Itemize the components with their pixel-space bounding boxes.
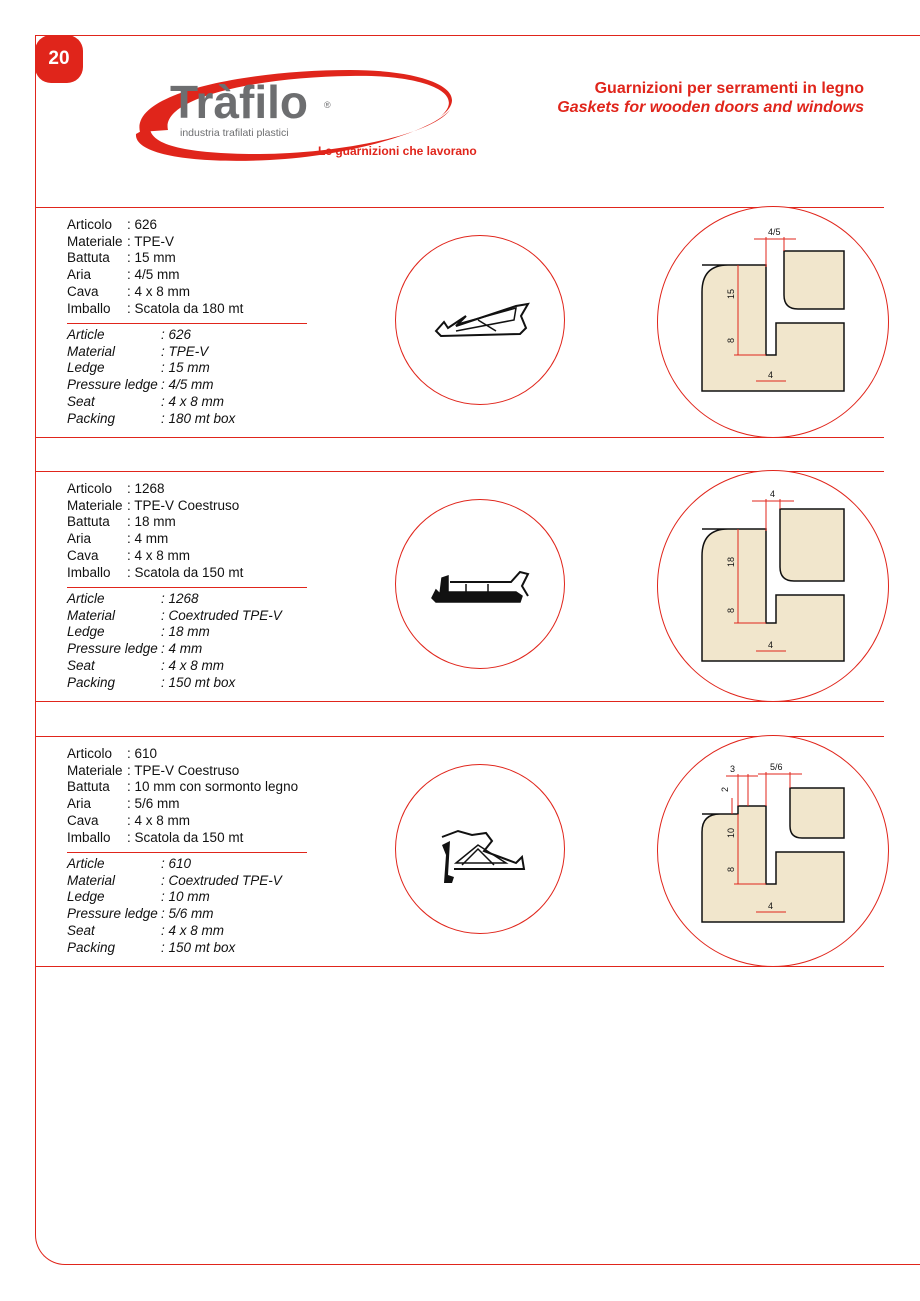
dim-top: 4 [770, 489, 776, 499]
dim-seat-depth: 8 [726, 866, 736, 872]
dim-top: 5/6 [770, 762, 783, 772]
spec-row: Articolo : 1268 [67, 481, 165, 496]
spec-divider [67, 852, 307, 853]
spec-row: Packing : 150 mt box [67, 939, 236, 955]
dim-seat-depth: 8 [726, 607, 736, 613]
spec-row: Articolo : 610 [67, 746, 158, 761]
spec-row: Aria : 4 mm [67, 531, 169, 547]
spec-row: Pressure ledge : 4 mm [67, 641, 203, 657]
dim-ledge: 15 [726, 288, 736, 299]
spec-row: Battuta : 10 mm con sormonto legno [67, 779, 299, 795]
spec-row: Imballo : Scatola da 150 mt [67, 564, 244, 580]
dim-seat-depth: 8 [726, 337, 736, 343]
spec-row: Seat : 4 x 8 mm [67, 922, 225, 938]
spec-row: Cava : 4 x 8 mm [67, 812, 191, 828]
spec-row: Material : Coextruded TPE-V [67, 607, 282, 623]
gasket-profile-drawing [396, 236, 566, 406]
spec-row: Materiale : TPE-V Coestruso [67, 762, 240, 778]
spec-row: Seat : 4 x 8 mm [67, 393, 225, 409]
spec-row: Cava : 4 x 8 mm [67, 547, 191, 563]
dim-ledge: 10 [726, 827, 736, 838]
spec-italian [67, 217, 243, 317]
dim-top-left: 3 [730, 764, 736, 774]
spec-row: Ledge : 15 mm [67, 360, 210, 376]
gasket-profile-drawing [396, 500, 566, 670]
spec-row: Ledge : 18 mm [67, 624, 210, 640]
dim-seat-width: 4 [768, 901, 774, 911]
spec-row: Materiale : TPE-V Coestruso [67, 497, 240, 513]
cross-section-circle [657, 735, 889, 967]
separator [36, 437, 884, 438]
dim-top: 4/5 [768, 227, 781, 237]
spec-row: Imballo : Scatola da 150 mt [67, 829, 244, 845]
spec-row: Aria : 5/6 mm [67, 796, 180, 812]
spec-row: Packing : 150 mt box [67, 674, 236, 690]
spec-english [67, 327, 235, 427]
cross-section-circle [657, 470, 889, 702]
spec-row: Battuta : 15 mm [67, 250, 176, 266]
cross-section-circle [657, 206, 889, 438]
cross-section-drawing [658, 736, 889, 967]
spec-row: Battuta : 18 mm [67, 514, 176, 530]
spec-row: Pressure ledge : 5/6 mm [67, 906, 214, 922]
spec-english [67, 856, 282, 956]
gasket-profile-circle [395, 499, 565, 669]
separator [36, 966, 884, 967]
spec-row: Material : TPE-V [67, 343, 209, 359]
brand-tagline: Le guarnizioni che lavorano [318, 144, 477, 158]
dim-seat-width: 4 [768, 640, 774, 650]
spec-row: Article : 626 [67, 327, 192, 342]
spec-row: Ledge : 10 mm [67, 889, 210, 905]
separator [36, 701, 884, 702]
spec-divider [67, 587, 307, 588]
gasket-profile-circle [395, 235, 565, 405]
cross-section-drawing [658, 207, 889, 438]
spec-row: Packing : 180 mt box [67, 410, 236, 426]
brand-name: Tràfilo [170, 76, 309, 128]
dim-ledge: 18 [726, 556, 736, 567]
brand-registered: ® [324, 100, 331, 110]
spec-row: Materiale : TPE-V [67, 233, 175, 249]
product-1268 [36, 471, 920, 701]
product-610 [36, 736, 920, 966]
gasket-profile-circle [395, 764, 565, 934]
page-number: 20 [35, 35, 83, 83]
spec-divider [67, 323, 307, 324]
heading-english: Gaskets for wooden doors and windows [557, 99, 864, 116]
spec-row: Article : 610 [67, 856, 192, 871]
heading-italian: Guarnizioni per serramenti in legno [594, 80, 864, 97]
spec-italian [67, 481, 243, 581]
spec-row: Cava : 4 x 8 mm [67, 283, 191, 299]
brand-subtitle: industria trafilati plastici [180, 127, 289, 139]
gasket-profile-drawing [396, 765, 566, 935]
dim-overlap: 2 [720, 786, 730, 792]
spec-english [67, 591, 282, 691]
product-626 [36, 207, 920, 437]
spec-row: Seat : 4 x 8 mm [67, 657, 225, 673]
spec-row: Aria : 4/5 mm [67, 267, 180, 283]
spec-italian [67, 746, 298, 846]
spec-row: Imballo : Scatola da 180 mt [67, 300, 244, 316]
spec-row: Pressure ledge : 4/5 mm [67, 377, 214, 393]
spec-row: Article : 1268 [67, 591, 199, 606]
spec-row: Articolo : 626 [67, 217, 158, 232]
dim-seat-width: 4 [768, 370, 774, 380]
cross-section-drawing [658, 471, 889, 702]
spec-row: Material : Coextruded TPE-V [67, 872, 282, 888]
